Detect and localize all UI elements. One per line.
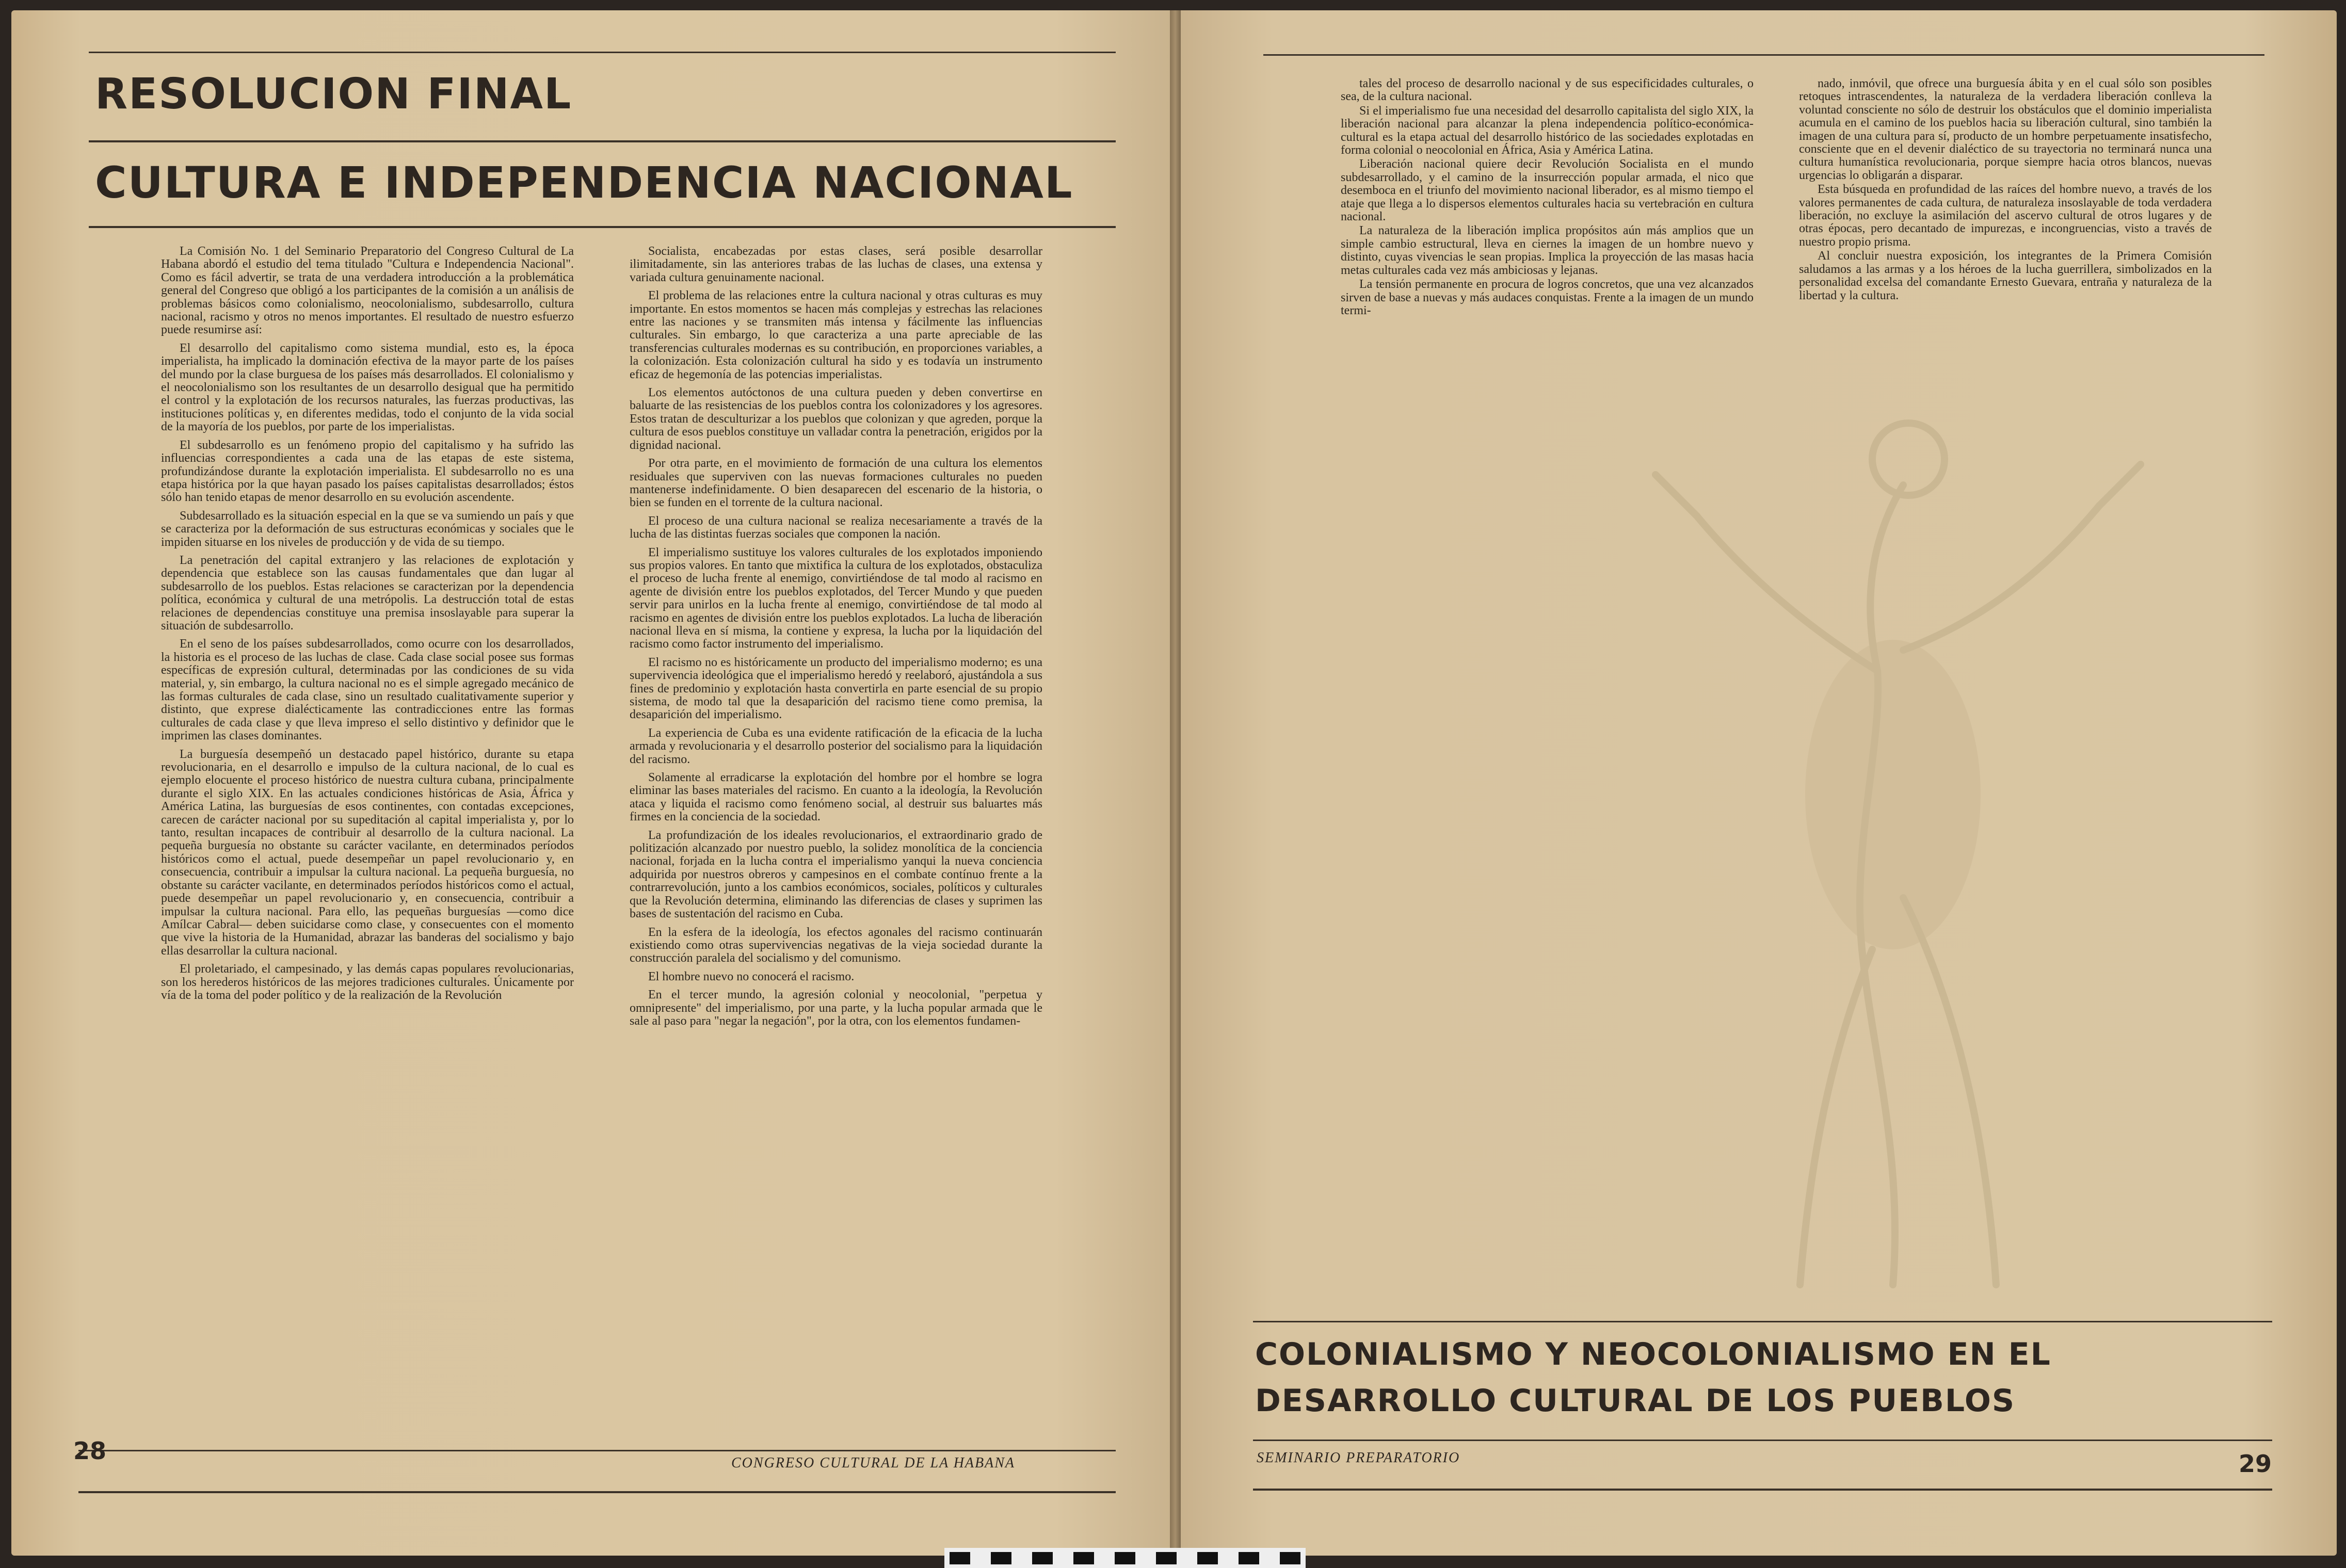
top-rule [1263,54,2264,56]
left-column-1 [161,245,574,1432]
title-line-2: DESARROLLO CULTURAL DE LOS PUEBLOS [1255,1383,2016,1419]
right-column-2 [1799,77,2212,439]
page-number: 29 [2239,1450,2272,1478]
headline-cultura-independencia: CULTURA E INDEPENDENCIA NACIONAL [95,157,1073,208]
book-spine [1170,10,1181,1556]
headline-resolucion-final: RESOLUCION FINAL [95,70,572,119]
title-line-1: COLONIALISMO Y NEOCOLONIALISMO EN EL [1255,1336,2051,1372]
paragraph: El desarrollo del capitalismo como sistema mundial, esto es, la época imperialista, ha implicado la dominación efectiva de la mayor parte de los países del mundo por la clase burguesa de los países más desarrollados. El colonialismo y el neocolonialismo son los resultantes de un desarrollo desigual que ha permitido el control y la explotación de los recursos naturales, las fuerzas productivas, las instituciones políticas y, en diferentes medidas, todo el conjunto de la vida social de la mayoría de los pueblos, por parte de los imperialistas. [161,341,574,434]
running-head: CONGRESO CULTURAL DE LA HABANA [731,1455,1015,1471]
left-column-2 [630,245,1042,1432]
paragraph: La naturaleza de la liberación implica propósitos aún más amplios que un simple cambio estructural, lleva en ciernes la imagen de un hombre nuevo y distinto, cuyas vivencias le sean propias. Implica la proyección de las masas hacia metas culturales cada vez más ambiciosas y lejanas. [1341,224,1754,277]
paragraph: Si el imperialismo fue una necesidad del desarrollo capitalista del siglo XIX, la liberación nacional para alcanzar la plena independencia político-económica-cultural es la etapa actual del desarrollo histórico de las sociedades explotadas en forma colonial o neocolonial en África, Asia y América Latina. [1341,104,1754,157]
headline-rule-bottom [89,226,1116,228]
paragraph: Solamente al erradicarse la explotación del hombre por el hombre se logra eliminar las bases materiales del racismo. En cuanto a la ideología, la Revolución ataca y liquida el racismo como fenómeno social, al destruir sus baluartes más firmes en la conciencia de la sociedad. [630,771,1042,824]
paragraph: El proletariado, el campesinado, y las demás capas populares revolucionarias, son los herederos históricos de las mejores tradiciones culturales. Únicamente por vía de la toma del poder político y de la realización de la Revolución [161,962,574,1002]
footer-rule-bottom [78,1491,1116,1493]
paragraph: Socialista, encabezadas por estas clases, será posible desarrollar ilimitadamente, sin las anteriores trabas de las luchas de clases, una extensa y variada cultura genuinamente nacional. [630,245,1042,284]
running-head: SEMINARIO PREPARATORIO [1257,1450,1460,1466]
paragraph: En la esfera de la ideología, los efectos agonales del racismo continuarán existiendo como otras supervivencias negativas de la vieja sociedad durante la construcción paralela del socialismo y del comunismo. [630,925,1042,965]
top-rule [89,52,1116,53]
section-title [1255,1331,2051,1424]
paragraph: En el seno de los países subdesarrollados, como ocurre con los desarrollados, la historia es el proceso de las luchas de clase. Cada clase social posee sus formas específicas de expresión cultural, determinadas por las condiciones de su vida material, y, sin embargo, la cultura nacional no es el simple agregado mecánico de las formas culturales de cada clase, sino un resultado cualitativamente superior y distinto, que exprese dialécticamente las contradicciones entre las formas culturales de cada clase y que lleva impreso el sello distintivo y definidor que le imprimen las clases dominantes. [161,637,574,743]
paragraph: Los elementos autóctonos de una cultura pueden y deben convertirse en baluarte de las resistencias de los pueblos contra los colonizadores y los agresores. Estos tratan de desculturizar a los pueblos que colonizan y que agreden, porque la cultura de esos pueblos constituye un valladar contra la penetración, erigidos por la dignidad nacional. [630,386,1042,452]
paragraph: En el tercer mundo, la agresión colonial y neocolonial, "perpetua y omnipresente" del imperialismo, por una parte, y la lucha popular armada que le sale al paso para "negar la negación", por la otra, con los elementos fundamen- [630,988,1042,1028]
headline-rule [89,140,1116,142]
paragraph: nado, inmóvil, que ofrece una burguesía ábita y en el cual sólo son posibles retoques intrascendentes, la naturaleza de la verdadera liberación conlleva la voluntad consciente no sólo de destruir los obstáculos que el dominio imperialista acumula en el camino de los pueblos hacia su liberación cultural, sino también la imagen de una cultura para sí, producto de un hombre perpetuamente insatisfecho, consciente que en el devenir dialéctico de su trayectoria no terminará nunca una cultura humanística revolucionaria, porque siempre hacia otros blancos, nuevas urgencias lo obligarán a disparar. [1799,77,2212,182]
paragraph: tales del proceso de desarrollo nacional y de sus especificidades culturales, o sea, de la cultura nacional. [1341,77,1754,104]
paragraph: La penetración del capital extranjero y las relaciones de explotación y dependencia que establece son las causas fundamentales que dan lugar al subdesarrollo de los pueblos. Estas relaciones se caracterizan por la dependencia política, económica y cultural de una metrópolis. La destrucción total de estas relaciones de dependencias constituye una premisa insoslayable para superar la situación de subdesarrollo. [161,553,574,633]
paragraph: Subdesarrollado es la situación especial en la que se va sumiendo un país y que se caracteriza por la deformación de sus estructuras económicas y sociales que le impiden situarse en los niveles de producción y de vida de su tiempo. [161,509,574,549]
footer-rule-top [1253,1440,2272,1441]
paragraph: El imperialismo sustituye los valores culturales de los explotados imponiendo sus propios valores. En tanto que mixtifica la cultura de los explotados, obstaculiza el proceso de lucha frente al enemigo, convirtiéndose de tal modo al racismo en agente de división entre los pueblos explotados, del Tercer Mundo y que pueden servir para unirlos en la lucha frente al enemigo, convirtiéndose de tal modo al racismo en agentes de división entre los pueblos explotados. La lucha de liberación nacional lleva en sí misma, la contiene y expresa, la lucha por la liquidación del racismo como factor instrumento del imperialismo. [630,545,1042,651]
paragraph: Por otra parte, en el movimiento de formación de una cultura los elementos residuales que superviven con las nuevas formaciones culturales no pueden mantenerse indefinidamente. O bien desaparecen del escenario de la historia, o bien se funden en el torrente de la cultura nacional. [630,457,1042,510]
paragraph: Liberación nacional quiere decir Revolución Socialista en el mundo subdesarrollado, y el camino de la insurrección popular armada, el nico que desemboca en el triunfo del movimiento nacional liberador, es al mismo tiempo el ataje que llega a lo dispersos elementos culturales hacia su vertebración en cultura nacional. [1341,157,1754,224]
page-number: 28 [73,1437,107,1465]
right-column-1 [1341,77,1754,439]
paragraph: La burguesía desempeñó un destacado papel histórico, durante su etapa revolucionaria, en el desarrollo e impulso de la cultura nacional, de lo cual es ejemplo elocuente el proceso histórico de nuestra cultura cubana, principalmente durante el siglo XIX. En las actuales condiciones históricas de Asia, África y América Latina, las burguesías de esos continentes, con contadas excepciones, carecen de carácter nacional por su supeditación al capital imperialista y, por lo tanto, resultan incapaces de contribuir al desarrollo de la cultura nacional. La pequeña burguesía no obstante su carácter vacilante, en determinados períodos históricos como el actual, puede desempeñar un papel revolucionario y, en consecuencia, contribuir a impulsar la cultura nacional. La pequeña burguesía, no obstante su carácter vacilante, en determinados períodos históricos como el actual, puede desempeñar un papel revolucionario y, en consecuencia, contribuir a impulsar la cultura nacional. Para ello, las pequeñas burguesías —como dice Amílcar Cabral— deben suicidarse como clase, y consecuentes con el momento que vive la historia de la Humanidad, abrazar las banderas del socialismo y bajo ellas desarrollar la cultura nacional. [161,747,574,958]
paragraph: El hombre nuevo no conocerá el racismo. [648,969,855,983]
faded-illustration [1542,382,2264,1311]
paragraph: El proceso de una cultura nacional se realiza necesariamente a través de la lucha de las distintas fuerzas sociales que componen la nación. [630,514,1042,541]
paragraph: La experiencia de Cuba es una evidente ratificación de la eficacia de la lucha armada y revolucionaria y el desarrollo posterior del socialismo para la liquidación del racismo. [630,726,1042,766]
paragraph: El subdesarrollo es un fenómeno propio del capitalismo y ha sufrido las influencias correspondientes a cada una de las etapas de este sistema, profundizándose durante la explotación imperialista. El subdesarrollo no es una etapa histórica por la que hayan pasado los países capitalistas desarrollados; éstos sólo han tenido etapas de menor desarrollo en su evolución ascendente. [161,438,574,505]
paragraph: El racismo no es históricamente un producto del imperialismo moderno; es una supervivencia ideológica que el imperialismo heredó y reelaboró, ajustándola a sus fines de predominio y explotación hasta convertirla en parte esencial de su propio sistema, de modo tal que la desaparición del racismo tiene como premisa, la desaparición del imperialismo. [630,655,1042,722]
paragraph: La tensión permanente en procura de logros concretos, que una vez alcanzados sirven de base a nuevas y más audaces conquistas. Frente a la imagen de un mundo termi- [1341,278,1754,317]
paragraph: La Comisión No. 1 del Seminario Preparatorio del Congreso Cultural de La Habana abordó el estudio del tema titulado "Cultura e Independencia Nacional". Como es fácil advertir, se trata de una verdadera introducción a la problemática general del Congreso que obligó a los participantes de la comisión a un análisis de problemas básicos como colonialismo, neocolonialismo, subdesarrollo, cultura nacional, racismo y otros no menos importantes. El resultado de nuestro esfuerzo puede resumirse así: [161,245,574,337]
title-rule-top [1253,1321,2272,1322]
paragraph: Esta búsqueda en profundidad de las raíces del hombre nuevo, a través de los valores permanentes de cada cultura, de naturaleza insoslayable de toda verdadera liberación, no excluye la asimilación del ascervo cultural de otros lugares y de otras épocas, pero decantado de impurezas, e incongruencias, visto a través de nuestro propio prisma. [1799,183,2212,249]
footer-rule-bottom [1253,1489,2272,1491]
color-scale-bar [944,1548,1306,1568]
footer-rule-top [78,1450,1116,1451]
paragraph: Al concluir nuestra exposición, los integrantes de la Primera Comisión saludamos a las armas y a los héroes de la lucha guerrillera, simbolizados en la personalidad excelsa del comandante Ernesto Guevara, entraña y naturaleza de la libertad y la cultura. [1799,249,2212,302]
right-page [1181,10,2337,1556]
paragraph: El problema de las relaciones entre la cultura nacional y otras culturas es muy importante. En estos momentos se hacen más complejas y estrechas las relaciones entre las naciones y se transmiten más intensa y fácilmente las influencias culturales. Sin embargo, lo que caracteriza a una parte apreciable de las transferencias culturales modernas es su contribución, en proporciones variables, a la colonización. Esta colonización cultural ha sido y es todavía un instrumento eficaz de hegemonía de las potencias imperialistas. [630,289,1042,381]
paragraph: La profundización de los ideales revolucionarios, el extraordinario grado de politización alcanzado por nuestro pueblo, la solidez monolítica de la conciencia nacional, forjada en la lucha contra el imperialismo yanqui la nueva conciencia adquirida por nuestros obreros y campesinos en el combate contínuo frente a la contrarrevolución, junto a los cambios económicos, sociales, políticos y culturales que la Revolución determina, eliminando las diferencias de clases y suprimen las bases de sustentación del racismo en Cuba. [630,828,1042,921]
left-page [11,10,1170,1556]
